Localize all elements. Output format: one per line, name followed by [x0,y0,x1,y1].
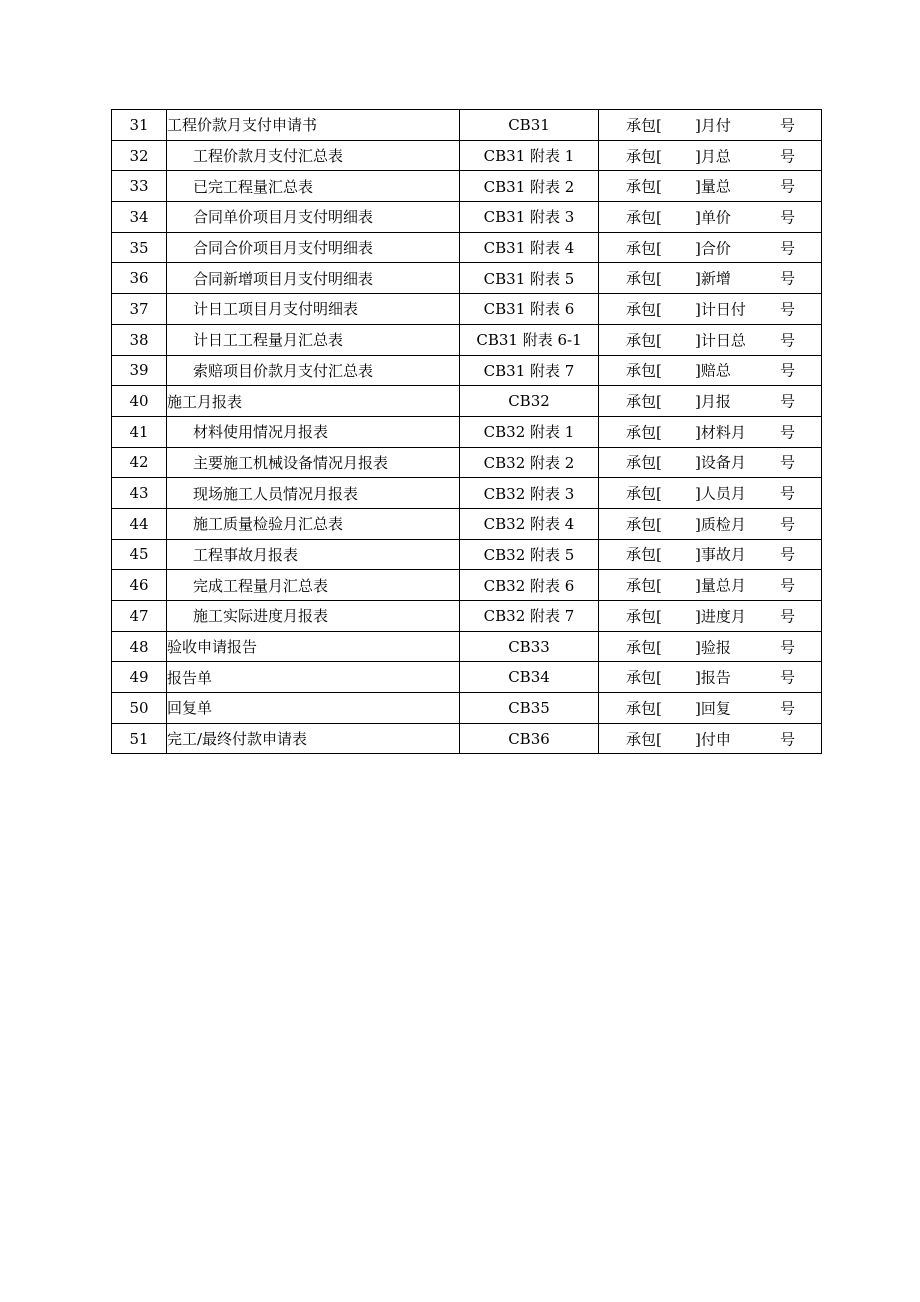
form-number-template [599,355,822,386]
form-code: CB31 附表 1 [460,140,599,171]
form-number-template [599,601,822,632]
table-row [112,386,822,417]
row-number: 37 [112,294,167,325]
form-code: CB31 附表 7 [460,355,599,386]
table-row [112,355,822,386]
form-number-template [599,662,822,693]
row-number: 35 [112,232,167,263]
form-abbreviation: ]量总 [695,177,731,196]
form-name: 施工质量检验月汇总表 [167,508,460,539]
table-row [112,662,822,693]
contractor-prefix: 承包[ [626,545,662,564]
form-abbreviation: ]月报 [695,392,731,411]
number-suffix: 号 [779,208,795,227]
form-name: 合同合价项目月支付明细表 [167,232,460,263]
row-number: 51 [112,723,167,754]
form-number-template [599,570,822,601]
contractor-prefix: 承包[ [626,392,662,411]
form-code: CB31 附表 6-1 [460,324,599,355]
form-name: 材料使用情况月报表 [167,416,460,447]
contractor-prefix: 承包[ [626,239,662,258]
table-row [112,171,822,202]
contractor-prefix: 承包[ [626,515,662,534]
row-number: 40 [112,386,167,417]
row-number: 47 [112,601,167,632]
form-abbreviation: ]进度月 [695,607,746,626]
number-suffix: 号 [779,545,795,564]
contractor-prefix: 承包[ [626,576,662,595]
row-number: 43 [112,478,167,509]
number-suffix: 号 [779,147,795,166]
number-suffix: 号 [779,331,795,350]
row-number: 31 [112,110,167,141]
form-number-template [599,416,822,447]
form-code: CB31 附表 4 [460,232,599,263]
form-code: CB36 [460,723,599,754]
row-number: 39 [112,355,167,386]
form-name: 完工/最终付款申请表 [167,723,460,754]
row-number: 48 [112,631,167,662]
form-abbreviation: ]设备月 [695,453,746,472]
number-suffix: 号 [779,607,795,626]
form-name: 工程价款月支付申请书 [167,110,460,141]
table-row [112,570,822,601]
number-suffix: 号 [779,484,795,503]
number-suffix: 号 [779,576,795,595]
form-abbreviation: ]月总 [695,147,731,166]
form-abbreviation: ]月付 [695,116,731,135]
table-row [112,263,822,294]
form-number-template [599,294,822,325]
contractor-prefix: 承包[ [626,423,662,442]
number-suffix: 号 [779,423,795,442]
contractor-prefix: 承包[ [626,116,662,135]
form-name: 索赔项目价款月支付汇总表 [167,355,460,386]
row-number: 49 [112,662,167,693]
contractor-prefix: 承包[ [626,269,662,288]
form-abbreviation: ]验报 [695,638,731,657]
form-name: 计日工工程量月汇总表 [167,324,460,355]
form-name: 计日工项目月支付明细表 [167,294,460,325]
contractor-prefix: 承包[ [626,453,662,472]
table-row [112,324,822,355]
form-number-template [599,478,822,509]
number-suffix: 号 [779,699,795,718]
form-name: 施工实际进度月报表 [167,601,460,632]
form-code: CB31 [460,110,599,141]
form-name: 现场施工人员情况月报表 [167,478,460,509]
form-code: CB31 附表 3 [460,202,599,233]
table-row [112,232,822,263]
form-number-template [599,202,822,233]
table-row [112,478,822,509]
row-number: 34 [112,202,167,233]
number-suffix: 号 [779,730,795,749]
form-name: 施工月报表 [167,386,460,417]
table-row [112,447,822,478]
row-number: 50 [112,693,167,724]
contractor-prefix: 承包[ [626,638,662,657]
form-code: CB32 附表 7 [460,601,599,632]
contractor-prefix: 承包[ [626,484,662,503]
form-name: 合同新增项目月支付明细表 [167,263,460,294]
form-name: 合同单价项目月支付明细表 [167,202,460,233]
form-abbreviation: ]单价 [695,208,731,227]
form-number-template [599,723,822,754]
contractor-prefix: 承包[ [626,361,662,380]
table-row [112,631,822,662]
row-number: 32 [112,140,167,171]
form-name: 完成工程量月汇总表 [167,570,460,601]
table-body [112,110,822,754]
form-number-template [599,447,822,478]
number-suffix: 号 [779,116,795,135]
number-suffix: 号 [779,361,795,380]
number-suffix: 号 [779,269,795,288]
form-abbreviation: ]计日付 [695,300,746,319]
number-suffix: 号 [779,515,795,534]
table-row [112,294,822,325]
form-number-template [599,110,822,141]
form-code: CB31 附表 5 [460,263,599,294]
contractor-prefix: 承包[ [626,331,662,350]
number-suffix: 号 [779,177,795,196]
row-number: 33 [112,171,167,202]
number-suffix: 号 [779,668,795,687]
form-name: 主要施工机械设备情况月报表 [167,447,460,478]
contractor-prefix: 承包[ [626,208,662,227]
form-code: CB35 [460,693,599,724]
table-row [112,140,822,171]
form-abbreviation: ]事故月 [695,545,746,564]
row-number: 42 [112,447,167,478]
form-abbreviation: ]量总月 [695,576,746,595]
form-code: CB32 附表 2 [460,447,599,478]
table-row [112,723,822,754]
form-code: CB34 [460,662,599,693]
form-abbreviation: ]合价 [695,239,731,258]
form-number-template [599,171,822,202]
table-row [112,601,822,632]
form-name: 已完工程量汇总表 [167,171,460,202]
form-code: CB31 附表 2 [460,171,599,202]
contractor-prefix: 承包[ [626,730,662,749]
row-number: 46 [112,570,167,601]
form-code: CB33 [460,631,599,662]
number-suffix: 号 [779,638,795,657]
form-abbreviation: ]报告 [695,668,731,687]
form-index-table [111,109,822,754]
form-code: CB32 附表 1 [460,416,599,447]
form-code: CB32 附表 4 [460,508,599,539]
form-name: 工程事故月报表 [167,539,460,570]
form-abbreviation: ]新增 [695,269,731,288]
form-abbreviation: ]计日总 [695,331,746,350]
form-name: 回复单 [167,693,460,724]
contractor-prefix: 承包[ [626,147,662,166]
table-row [112,416,822,447]
form-abbreviation: ]回复 [695,699,731,718]
form-number-template [599,508,822,539]
contractor-prefix: 承包[ [626,300,662,319]
form-number-template [599,140,822,171]
form-abbreviation: ]付申 [695,730,731,749]
row-number: 45 [112,539,167,570]
form-name: 验收申请报告 [167,631,460,662]
contractor-prefix: 承包[ [626,177,662,196]
form-name: 报告单 [167,662,460,693]
contractor-prefix: 承包[ [626,607,662,626]
contractor-prefix: 承包[ [626,699,662,718]
form-number-template [599,324,822,355]
form-code: CB32 [460,386,599,417]
form-number-template [599,232,822,263]
table-row [112,508,822,539]
row-number: 36 [112,263,167,294]
row-number: 41 [112,416,167,447]
form-number-template [599,263,822,294]
number-suffix: 号 [779,453,795,472]
number-suffix: 号 [779,239,795,258]
form-number-template [599,386,822,417]
row-number: 38 [112,324,167,355]
form-code: CB31 附表 6 [460,294,599,325]
table-row [112,693,822,724]
table-row [112,202,822,233]
number-suffix: 号 [779,392,795,411]
form-code: CB32 附表 6 [460,570,599,601]
number-suffix: 号 [779,300,795,319]
form-code: CB32 附表 3 [460,478,599,509]
contractor-prefix: 承包[ [626,668,662,687]
form-abbreviation: ]材料月 [695,423,746,442]
form-name: 工程价款月支付汇总表 [167,140,460,171]
table-row [112,539,822,570]
form-abbreviation: ]人员月 [695,484,746,503]
form-number-template [599,631,822,662]
form-number-template [599,539,822,570]
form-number-template [599,693,822,724]
form-code: CB32 附表 5 [460,539,599,570]
form-abbreviation: ]赔总 [695,361,731,380]
row-number: 44 [112,508,167,539]
table-row [112,110,822,141]
form-abbreviation: ]质检月 [695,515,746,534]
